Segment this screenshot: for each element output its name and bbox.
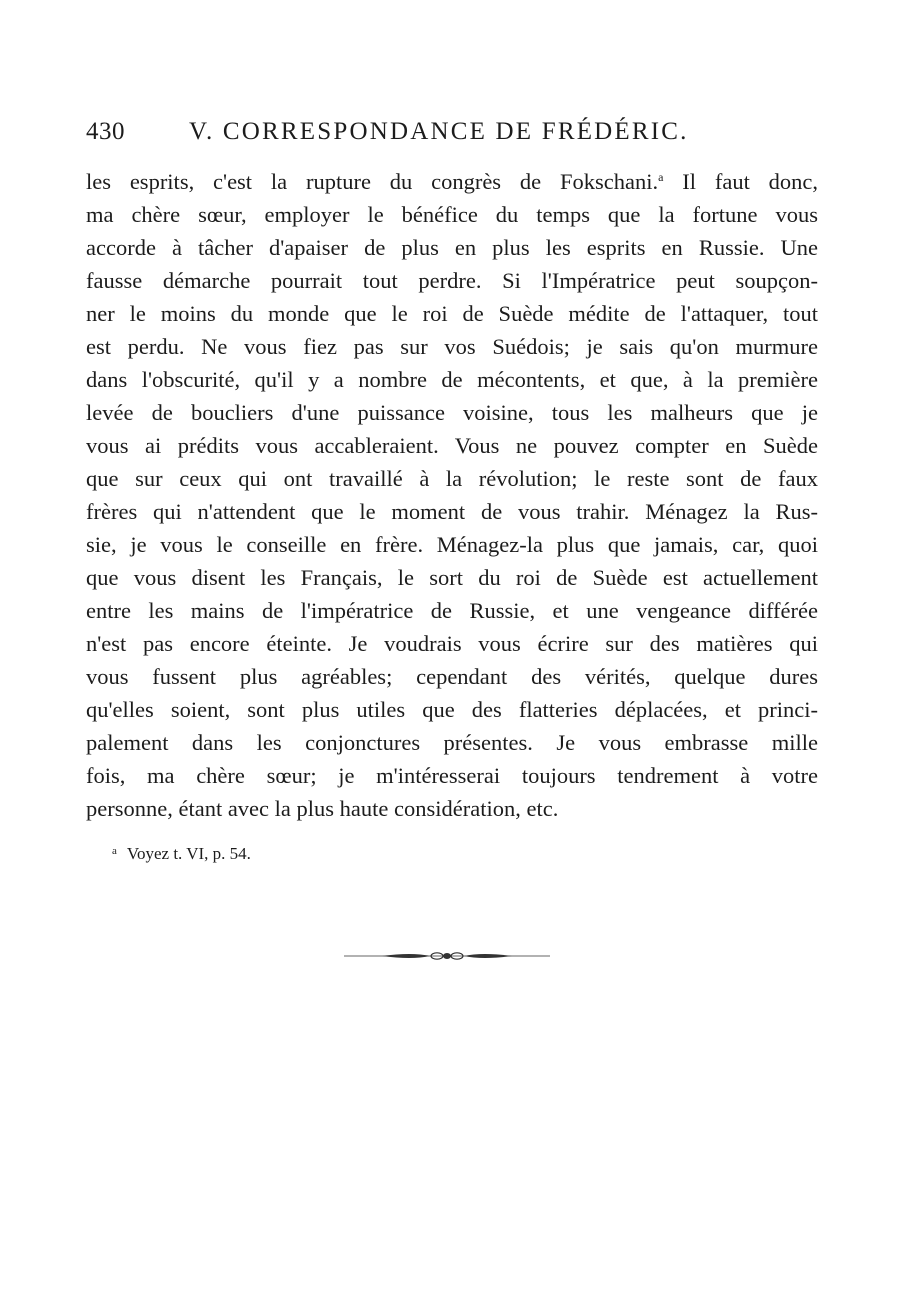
text-line: dans l'obscurité, qu'il y a nombre de mécontents, et que, à la première <box>86 367 818 392</box>
footnote-text: Voyez t. VI, p. 54. <box>126 844 251 863</box>
text-line: vous ai prédits vous accableraient. Vous ne pouvez compter en Suède <box>86 433 818 458</box>
text-line: entre les mains de l'impératrice de Russie, et une vengeance différée <box>86 598 818 623</box>
running-head <box>86 118 826 154</box>
text-line: vous fussent plus agréables; cependant des vérités, quelque dures <box>86 664 818 689</box>
text-line: ner le moins du monde que le roi de Suède médite de l'attaquer, tout <box>86 301 818 326</box>
footnote-ref: a <box>112 845 117 857</box>
text-line: fausse démarche pourrait tout perdre. Si l'Impératrice peut soupçon- <box>86 268 818 293</box>
text-line: ma chère sœur, employer le bénéfice du temps que la fortune vous <box>86 202 818 227</box>
text-line-tail: Il faut donc, <box>682 169 819 194</box>
text-line-start: les esprits, c'est la rupture du congrès de Fokschani. <box>86 169 659 194</box>
text-line: que vous disent les Français, le sort du roi de Suède est actuellement <box>86 565 818 590</box>
running-title: V. CORRESPONDANCE DE FRÉDÉRIC. <box>189 118 689 145</box>
letter-body <box>86 165 818 825</box>
footnote <box>112 844 251 864</box>
footnote-marker: a <box>658 170 664 184</box>
text-line: est perdu. Ne vous fiez pas sur vos Suédois; je sais qu'on murmure <box>86 334 818 359</box>
text-line: levée de boucliers d'une puissance voisine, tous les malheurs que je <box>86 400 818 425</box>
text-line-last: personne, étant avec la plus haute considération, etc. <box>86 796 559 821</box>
text-line <box>86 165 818 198</box>
text-line: palement dans les conjonctures présentes. Je vous embrasse mille <box>86 730 818 755</box>
page-number: 430 <box>86 118 125 145</box>
text-line: sie, je vous le conseille en frère. Ménagez-la plus que jamais, car, quoi <box>86 532 818 557</box>
text-line: frères qui n'attendent que le moment de vous trahir. Ménagez la Rus- <box>86 499 818 524</box>
text-line: accorde à tâcher d'apaiser de plus en plus les esprits en Russie. Une <box>86 235 818 260</box>
text-line: fois, ma chère sœur; je m'intéresserai toujours tendrement à votre <box>86 763 818 788</box>
ornament-divider-icon <box>342 946 552 966</box>
text-line: que sur ceux qui ont travaillé à la révolution; le reste sont de faux <box>86 466 818 491</box>
text-line: n'est pas encore éteinte. Je voudrais vous écrire sur des matières qui <box>86 631 818 656</box>
text-line: qu'elles soient, sont plus utiles que des flatteries déplacées, et princi- <box>86 697 818 722</box>
